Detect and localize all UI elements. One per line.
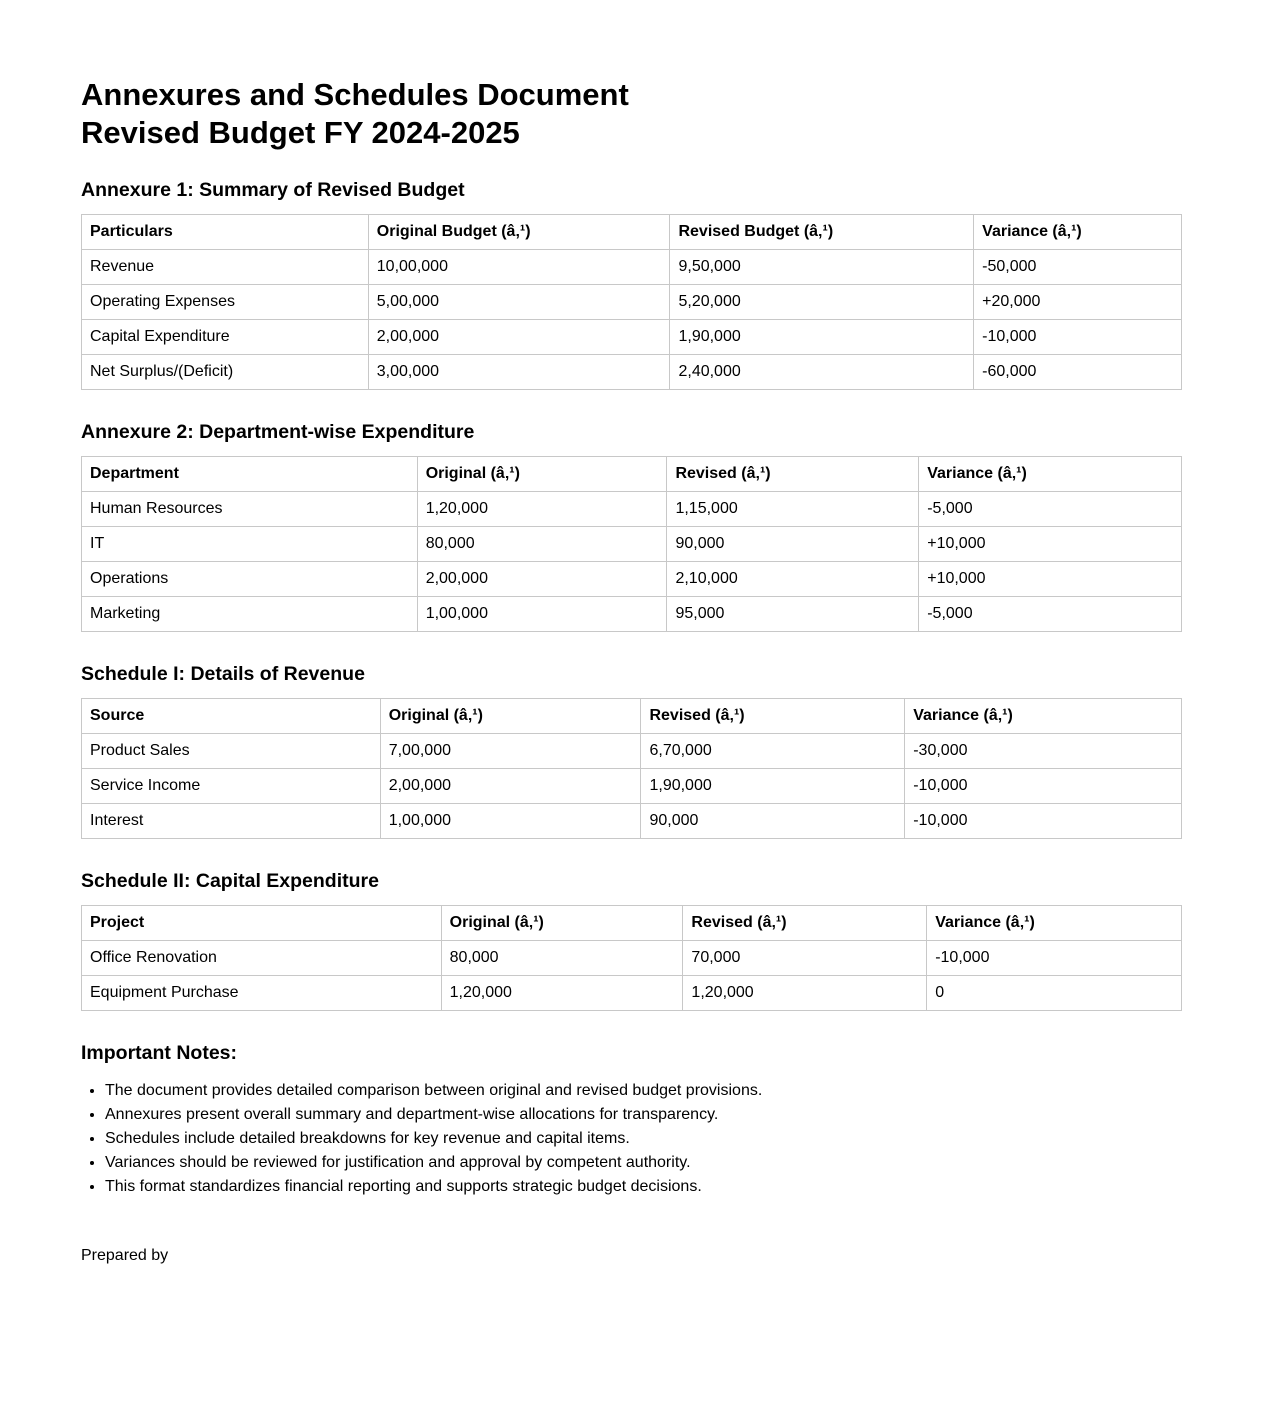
table-row (82, 250, 1182, 285)
table-row (82, 941, 1182, 976)
table-cell: 1,00,000 (380, 804, 641, 839)
table-cell: 1,90,000 (641, 769, 905, 804)
list-item: • The document provides detailed comparison between original and revised budget provisions. (105, 1079, 1182, 1103)
table-cell: -10,000 (905, 804, 1182, 839)
table-cell: Operating Expenses (82, 285, 369, 320)
table-cell: 0 (927, 976, 1182, 1011)
table-cell: 2,00,000 (368, 320, 670, 355)
annexure-2-heading: Annexure 2: Department-wise Expenditure (81, 421, 475, 443)
notes-list (81, 1079, 1182, 1199)
table-cell: IT (82, 527, 418, 562)
table-cell: 9,50,000 (670, 250, 974, 285)
table-cell: +20,000 (974, 285, 1182, 320)
table-cell: -10,000 (905, 769, 1182, 804)
document-title (81, 76, 1182, 152)
table-cell: -10,000 (974, 320, 1182, 355)
table-cell: 6,70,000 (641, 734, 905, 769)
table-cell: 90,000 (641, 804, 905, 839)
table-cell: +10,000 (919, 527, 1182, 562)
table-cell: 80,000 (441, 941, 683, 976)
table-row (82, 320, 1182, 355)
document-page (81, 76, 1182, 1199)
table-header-row (82, 699, 1182, 734)
schedule-2-table (81, 905, 1182, 1011)
table-cell: Product Sales (82, 734, 381, 769)
table-cell: 7,00,000 (380, 734, 641, 769)
table-cell: 70,000 (683, 941, 927, 976)
column-header: Original (â‚¹) (441, 906, 683, 941)
column-header: Revised (â‚¹) (683, 906, 927, 941)
table-row (82, 562, 1182, 597)
column-header: Variance (â‚¹) (905, 699, 1182, 734)
table-cell: 2,40,000 (670, 355, 974, 390)
table-cell: Service Income (82, 769, 381, 804)
table-row (82, 769, 1182, 804)
table-row (82, 976, 1182, 1011)
table-cell: Interest (82, 804, 381, 839)
table-header-row (82, 906, 1182, 941)
table-cell: Equipment Purchase (82, 976, 442, 1011)
table-cell: +10,000 (919, 562, 1182, 597)
column-header: Variance (â‚¹) (919, 457, 1182, 492)
table-cell: 1,00,000 (417, 597, 667, 632)
footer-text: Prepared by (81, 1247, 169, 1264)
table-cell: 5,00,000 (368, 285, 670, 320)
column-header: Variance (â‚¹) (927, 906, 1182, 941)
column-header: Original (â‚¹) (380, 699, 641, 734)
table-cell: 1,20,000 (417, 492, 667, 527)
title-line-2: Revised Budget FY 2024-2025 (81, 115, 520, 150)
table-row (82, 355, 1182, 390)
column-header: Variance (â‚¹) (974, 215, 1182, 250)
list-item: • Schedules include detailed breakdowns for key revenue and capital items. (105, 1127, 1182, 1151)
table-cell: 2,00,000 (417, 562, 667, 597)
table-cell: 90,000 (667, 527, 919, 562)
table-header-row (82, 215, 1182, 250)
table-cell: 5,20,000 (670, 285, 974, 320)
table-row (82, 804, 1182, 839)
table-row (82, 527, 1182, 562)
annexure-1-table (81, 214, 1182, 390)
title-line-1: Annexures and Schedules Document (81, 77, 629, 112)
table-cell: 2,10,000 (667, 562, 919, 597)
table-row (82, 285, 1182, 320)
table-row (82, 492, 1182, 527)
table-cell: -30,000 (905, 734, 1182, 769)
column-header: Revised (â‚¹) (667, 457, 919, 492)
list-item: • Annexures present overall summary and department-wise allocations for transparency. (105, 1103, 1182, 1127)
column-header: Original (â‚¹) (417, 457, 667, 492)
schedule-1-heading: Schedule I: Details of Revenue (81, 663, 365, 685)
table-cell: Revenue (82, 250, 369, 285)
table-cell: -5,000 (919, 597, 1182, 632)
column-header: Source (82, 699, 381, 734)
schedule-2-heading: Schedule II: Capital Expenditure (81, 870, 379, 892)
column-header: Revised (â‚¹) (641, 699, 905, 734)
table-cell: 1,20,000 (441, 976, 683, 1011)
table-cell: -50,000 (974, 250, 1182, 285)
list-item: • This format standardizes financial reporting and supports strategic budget decisions. (105, 1175, 1182, 1199)
table-cell: 1,20,000 (683, 976, 927, 1011)
table-cell: -5,000 (919, 492, 1182, 527)
column-header: Original Budget (â‚¹) (368, 215, 670, 250)
table-cell: Operations (82, 562, 418, 597)
notes-heading: Important Notes: (81, 1042, 237, 1064)
list-item: • Variances should be reviewed for justification and approval by competent authority. (105, 1151, 1182, 1175)
annexure-2-table (81, 456, 1182, 632)
table-cell: -10,000 (927, 941, 1182, 976)
annexure-1-heading: Annexure 1: Summary of Revised Budget (81, 179, 465, 201)
table-cell: 80,000 (417, 527, 667, 562)
table-cell: 3,00,000 (368, 355, 670, 390)
schedule-1-table (81, 698, 1182, 839)
column-header: Department (82, 457, 418, 492)
table-cell: Capital Expenditure (82, 320, 369, 355)
table-cell: 95,000 (667, 597, 919, 632)
table-cell: Human Resources (82, 492, 418, 527)
column-header: Particulars (82, 215, 369, 250)
table-cell: Net Surplus/(Deficit) (82, 355, 369, 390)
table-row (82, 597, 1182, 632)
column-header: Project (82, 906, 442, 941)
column-header: Revised Budget (â‚¹) (670, 215, 974, 250)
table-header-row (82, 457, 1182, 492)
table-cell: 2,00,000 (380, 769, 641, 804)
table-cell: 1,15,000 (667, 492, 919, 527)
table-cell: -60,000 (974, 355, 1182, 390)
table-cell: Office Renovation (82, 941, 442, 976)
table-row (82, 734, 1182, 769)
table-cell: 10,00,000 (368, 250, 670, 285)
table-cell: 1,90,000 (670, 320, 974, 355)
table-cell: Marketing (82, 597, 418, 632)
